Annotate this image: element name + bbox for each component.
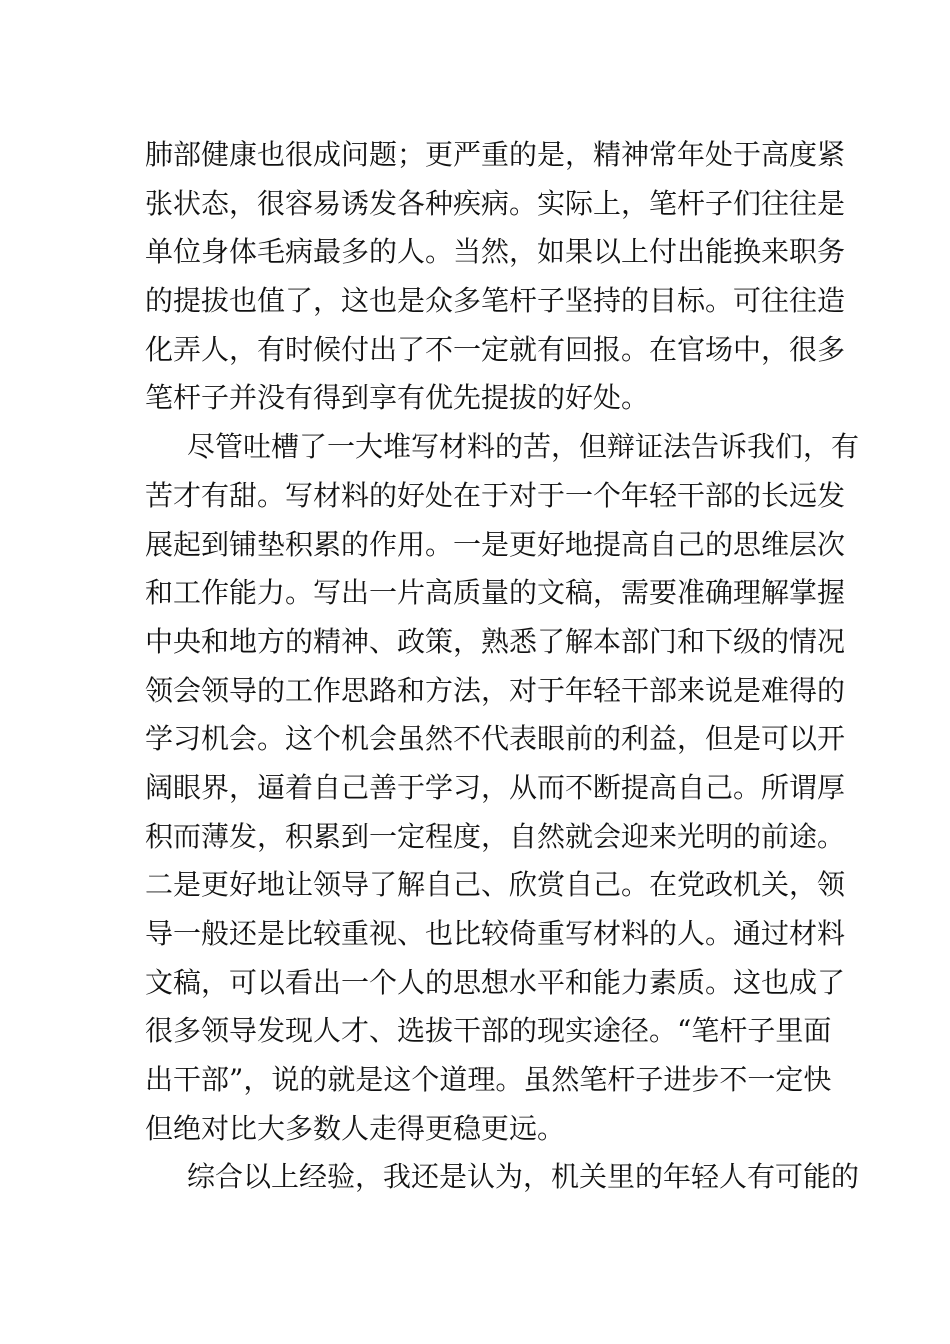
- text-line: 单位身体毛病最多的人。当然，如果以上付出能换来职务: [145, 235, 846, 269]
- text-line: 肺部健康也很成问题；更严重的是，精神常年处于高度紧: [145, 138, 846, 171]
- paragraph-start-line: 尽管吐槽了一大堆写材料的苦，但辩证法告诉我们，有: [187, 430, 860, 464]
- text-line: 阔眼界，逼着自己善于学习，从而不断提高自己。所谓厚: [145, 770, 846, 804]
- text-line: 文稿，可以看出一个人的思想水平和能力素质。这也成了: [145, 965, 846, 999]
- text-line: 学习机会。这个机会虽然不代表眼前的利益，但是可以开: [145, 722, 846, 756]
- body-text: [145, 131, 860, 1202]
- text-line: 化弄人，有时候付出了不一定就有回报。在官场中，很多: [145, 332, 846, 366]
- text-line: 很多领导发现人才、选拔干部的现实途径。“笔杆子里面: [145, 1014, 832, 1048]
- text-line: 但绝对比大多数人走得更稳更远。: [145, 1111, 566, 1145]
- text-line: 导一般还是比较重视、也比较倚重写材料的人。通过材料: [145, 917, 846, 950]
- text-line: 中央和地方的精神、政策，熟悉了解本部门和下级的情况: [145, 624, 846, 658]
- text-line: 出干部”，说的就是这个道理。虽然笔杆子进步不一定快: [145, 1063, 832, 1097]
- text-line: 领会领导的工作思路和方法，对于年轻干部来说是难得的: [145, 673, 846, 707]
- text-line: 苦才有甜。写材料的好处在于对于一个年轻干部的长远发: [145, 478, 846, 512]
- text-line: 展起到铺垫积累的作用。一是更好地提高自己的思维层次: [145, 527, 846, 561]
- text-line: 张状态，很容易诱发各种疾病。实际上，笔杆子们往往是: [145, 186, 846, 220]
- text-line: 和工作能力。写出一片高质量的文稿，需要准确理解掌握: [145, 576, 846, 610]
- text-line: 的提拔也值了，这也是众多笔杆子坚持的目标。可往往造: [145, 284, 846, 318]
- text-line: 二是更好地让领导了解自己、欣赏自己。在党政机关，领: [145, 868, 846, 902]
- text-line: 积而薄发，积累到一定程度，自然就会迎来光明的前途。: [145, 819, 846, 853]
- text-line: 笔杆子并没有得到享有优先提拔的好处。: [145, 381, 650, 415]
- paragraph-start-line: 综合以上经验，我还是认为，机关里的年轻人有可能的: [187, 1160, 860, 1194]
